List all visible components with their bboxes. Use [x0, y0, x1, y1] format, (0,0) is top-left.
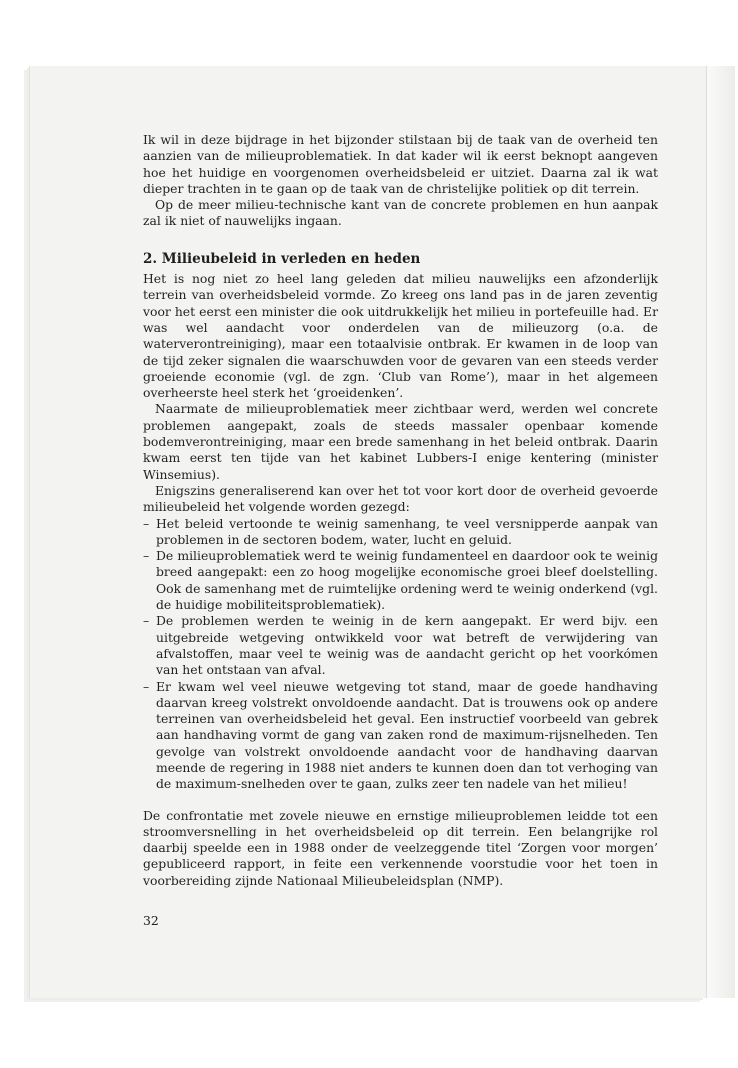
list-item-text: De problemen werden te weinig in de kern aangepakt. Er werd bijv. een uitgebreide wetgeving ontwikkeld voor wat betreft de verwijdering van afvalstoffen, maar veel te weinig was de aandacht gericht op het voorkómen van het ontstaan van afval. [156, 613, 658, 678]
dash-marker: – [143, 515, 150, 531]
page-stack-edge [706, 66, 735, 998]
dash-marker: – [143, 678, 150, 694]
section-heading: 2. Milieubeleid in verleden en heden [143, 250, 421, 267]
section-paragraph-3: Enigszins generaliserend kan over het tot voor kort door de overheid gevoerde milieubeleid het volgende worden gezegd: [143, 482, 658, 515]
list-item [143, 679, 658, 793]
dash-marker: – [143, 613, 150, 629]
list-item [143, 516, 658, 549]
intro-paragraph-1: Ik wil in deze bijdrage in het bijzonder stilstaan bij de taak van de overheid ten aanzien van de milieuproblematiek. In dat kader wil ik eerst beknopt aangeven hoe het huidige en voorgenomen overheidsbeleid er uitziet. Daarna zal ik wat dieper trachten in te gaan op de taak van de christelijke politiek op dit terrein. [143, 132, 658, 196]
intro-paragraph-2: Op de meer milieu-technische kant van de concrete problemen en hun aanpak zal ik niet of nauwelijks ingaan. [143, 197, 658, 229]
closing-paragraph: De confrontatie met zovele nieuwe en ernstige milieuproblemen leidde tot een stroomversnelling in het overheidsbeleid op dit terrein. Een belangrijke rol daarbij speelde een in 1988 onder de veelzeggende titel ‘Zorgen voor morgen’ gepubliceerd rapport, in feite een verkennende voorstudie voor het toen in voorbereiding zijnde Nationaal Milieubeleidsplan (NMP). [143, 807, 658, 888]
dash-marker: – [143, 548, 150, 564]
list-item [143, 613, 658, 678]
bullet-list [143, 516, 658, 793]
page-number: 32 [143, 913, 159, 928]
section-paragraph-2: Naarmate de milieuproblematiek meer zichtbaar werd, werden wel concrete problemen aangepakt, zoals de steeds massaler openbaar komende bodemverontreiniging, maar een brede samenhang in het beleid ontbrak. Daarin kwam eerst ten tijde van het kabinet Lubbers-I enige kentering (minister Winsemius). [143, 401, 658, 482]
list-item-text: Er kwam wel veel nieuwe wetgeving tot stand, maar de goede handhaving daarvan kreeg volstrekt onvoldoende aandacht. Dat is trouwens ook op andere terreinen van overheidsbeleid het geval. Een instructief voorbeeld van gebrek aan handhaving vormt de gang van zaken rond de maximum-rijsnelheden. Ten gevolge van volstrekt onvoldoende aandacht voor de handhaving daarvan meende de regering in 1988 niet anders te kunnen doen dan tot verhoging van de maximum-snelheden over te gaan, zulks zeer ten nadele van het milieu! [156, 678, 658, 792]
body-text [143, 132, 658, 889]
list-item [143, 548, 658, 613]
list-item-text: De milieuproblematiek werd te weinig fundamenteel en daardoor ook te weinig breed aangepakt: een zo hoog mogelijke economische groei bleef doelstelling. Ook de samenhang met de ruimtelijke ordening werd te weinig onderkend (vgl. de huidige mobiliteitsproblematiek). [156, 548, 658, 613]
section-paragraph-1: Het is nog niet zo heel lang geleden dat milieu nauwelijks een afzonderlijk terrein van overheidsbeleid vormde. Zo kreeg ons land pas in de jaren zeventig voor het eerst een minister die ook uitdrukkelijk het milieu in portefeuille had. Er was wel aandacht voor onderdelen van de milieuzorg (o.a. de waterverontreiniging), maar een totaalvisie ontbrak. Er kwamen in de loop van de tijd zeker signalen die waarschuwden voor de gevaren van een steeds verder groeiende economie (vgl. de zgn. ‘Club van Rome’), maar in het algemeen overheerste heel sterk het ‘groeidenken’. [143, 271, 658, 401]
list-item-text: Het beleid vertoonde te weinig samenhang, te veel versnipperde aanpak van problemen in de sectoren bodem, water, lucht en geluid. [156, 515, 658, 547]
